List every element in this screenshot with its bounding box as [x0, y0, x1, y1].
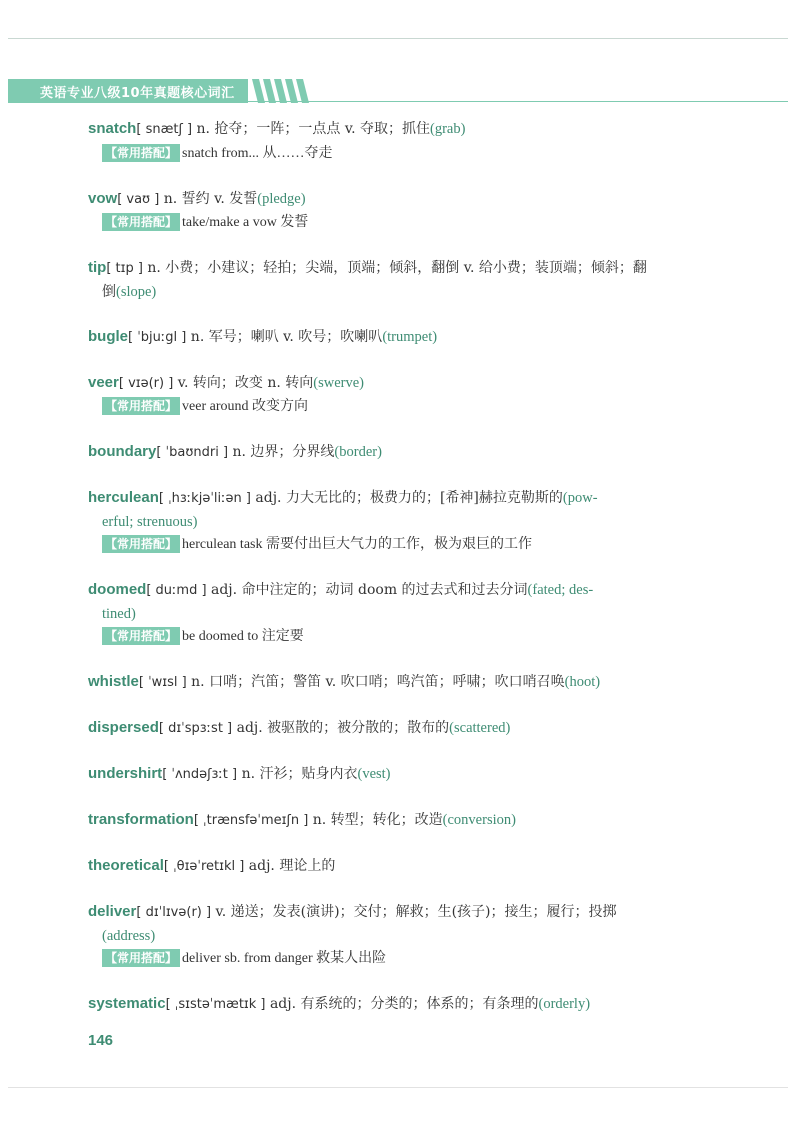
- header-rule: [248, 101, 788, 102]
- definition: n. 口哨；汽笛；警笛 v. 吹口哨；鸣汽笛；呼啸；吹口哨召唤: [191, 674, 565, 690]
- collocation: veer around 改变方向: [182, 399, 308, 414]
- page-number: 146: [88, 1032, 114, 1049]
- definition: v. 转向；改变 n. 转向: [177, 374, 314, 391]
- synonym: (address): [102, 927, 156, 944]
- vocab-entry-doomed: [88, 579, 673, 649]
- collocation-tag: 【常用搭配】: [102, 213, 180, 231]
- definition: n. 汗衫；贴身内衣: [241, 766, 358, 782]
- phonetic: [ duːmd ]: [146, 583, 207, 598]
- phonetic: [ ˌtrænsfəˈmeɪʃn ]: [193, 813, 309, 828]
- synonym-continued: tined): [102, 605, 136, 622]
- synonym: (orderly): [538, 996, 591, 1012]
- synonym: (conversion): [442, 812, 516, 828]
- synonym: (slope): [116, 283, 157, 300]
- phonetic: [ ˈbjuːgl ]: [128, 329, 187, 345]
- headword: systematic: [88, 995, 166, 1012]
- synonym-continued: erful; strenuous): [102, 513, 198, 530]
- definition: adj. 命中注定的；动词 doom 的过去式和过去分词: [211, 582, 528, 598]
- bottom-rule: [8, 1087, 788, 1088]
- definition: n. 边界；分界线: [232, 444, 335, 460]
- vocab-entry-deliver: [88, 901, 673, 971]
- headword: herculean: [88, 489, 159, 506]
- headword: whistle: [88, 673, 139, 690]
- vocab-entry-transformation: [88, 809, 673, 833]
- vocab-entry-systematic: [88, 993, 673, 1017]
- vocab-entry-whistle: [88, 671, 673, 695]
- definition: n. 誓约 v. 发誓: [163, 190, 258, 207]
- synonym: (pow-: [562, 490, 598, 506]
- phonetic: [ ˌsɪstəˈmætɪk ]: [165, 997, 266, 1012]
- definition: adj. 有系统的；分类的；体系的；有条理的: [269, 996, 539, 1012]
- collocation: snatch from... 从……夺走: [182, 145, 333, 161]
- vocabulary-list: [88, 118, 673, 1039]
- phonetic: [ ˈʌndəʃɜːt ]: [162, 767, 238, 782]
- collocation: deliver sb. from danger 救某人出险: [182, 951, 387, 966]
- definition-continued: 倒: [102, 283, 116, 300]
- collocation-tag: 【常用搭配】: [102, 949, 180, 967]
- definition: n. 小费；小建议；轻拍；尖端，顶端；倾斜，翻倒 v. 给小费；装顶端；倾斜；翻: [147, 260, 647, 276]
- synonym: (vest): [357, 766, 391, 782]
- headword: vow: [88, 189, 118, 207]
- headword: boundary: [88, 443, 157, 460]
- headword: theoretical: [88, 857, 164, 874]
- collocation: be doomed to 注定要: [182, 629, 304, 644]
- phonetic: [ tɪp ]: [106, 261, 143, 276]
- phonetic: [ vɪə(r) ]: [118, 375, 174, 391]
- phonetic: [ ˈwɪsl ]: [138, 675, 187, 690]
- synonym: (swerve): [313, 374, 364, 391]
- definition: adj. 理论上的: [248, 858, 336, 874]
- headword: veer: [88, 373, 119, 391]
- headword: dispersed: [88, 719, 159, 736]
- phonetic: [ dɪˈlɪvə(r) ]: [136, 905, 212, 920]
- definition: n. 军号；喇叭 v. 吹号；吹喇叭: [190, 328, 383, 345]
- phonetic: [ snætʃ ]: [136, 122, 193, 137]
- headword: doomed: [88, 581, 147, 598]
- phonetic: [ vaʊ ]: [117, 191, 160, 207]
- vocab-entry-dispersed: [88, 717, 673, 741]
- definition: adj. 被驱散的；被分散的；散布的: [236, 720, 450, 736]
- vocab-entry-vow: [88, 188, 673, 235]
- collocation-tag: 【常用搭配】: [102, 397, 180, 415]
- collocation: herculean task 需要付出巨大气力的工作，极为艰巨的工作: [182, 537, 532, 552]
- synonym: (hoot): [564, 674, 601, 690]
- headword: deliver: [88, 903, 137, 920]
- headword: transformation: [88, 811, 194, 828]
- header-stripes-decoration: [252, 79, 312, 103]
- collocation-tag: 【常用搭配】: [102, 144, 180, 162]
- headword: undershirt: [88, 765, 163, 782]
- definition: adj. 力大无比的；极费力的；[希神]赫拉克勒斯的: [255, 490, 563, 506]
- headword: tip: [88, 259, 107, 276]
- headword: bugle: [88, 327, 128, 345]
- collocation-tag: 【常用搭配】: [102, 535, 180, 553]
- vocab-entry-undershirt: [88, 763, 673, 787]
- vocab-entry-theoretical: [88, 855, 673, 879]
- vocab-entry-boundary: [88, 441, 673, 465]
- synonym: (border): [334, 444, 382, 460]
- vocab-entry-snatch: [88, 118, 673, 165]
- collocation-tag: 【常用搭配】: [102, 627, 180, 645]
- synonym: (grab): [429, 121, 466, 137]
- phonetic: [ ˌθɪəˈretɪkl ]: [163, 859, 245, 874]
- header-title: 英语专业八级10年真题核心词汇: [40, 86, 235, 101]
- synonym: (fated; des-: [527, 582, 594, 598]
- phonetic: [ ˈbaʊndri ]: [156, 445, 229, 460]
- synonym: (scattered): [449, 720, 511, 736]
- definition: n. 转型；转化；改造: [312, 812, 443, 828]
- vocab-entry-herculean: [88, 487, 673, 557]
- definition: n. 抢夺；一阵；一点点 v. 夺取；抓住: [196, 121, 430, 137]
- headword: snatch: [88, 120, 137, 137]
- top-rule: [8, 38, 788, 39]
- vocab-entry-tip: [88, 257, 673, 303]
- definition: v. 递送；发表(演讲)；交付；解救；生(孩子)；接生；履行；投掷: [215, 904, 617, 920]
- synonym: (pledge): [257, 190, 306, 207]
- collocation: take/make a vow 发誓: [182, 215, 309, 230]
- synonym: (trumpet): [382, 328, 438, 345]
- phonetic: [ dɪˈspɜːst ]: [158, 721, 233, 736]
- vocab-entry-veer: [88, 372, 673, 419]
- vocab-entry-bugle: [88, 326, 673, 350]
- phonetic: [ ˌhɜːkjəˈliːən ]: [158, 491, 251, 506]
